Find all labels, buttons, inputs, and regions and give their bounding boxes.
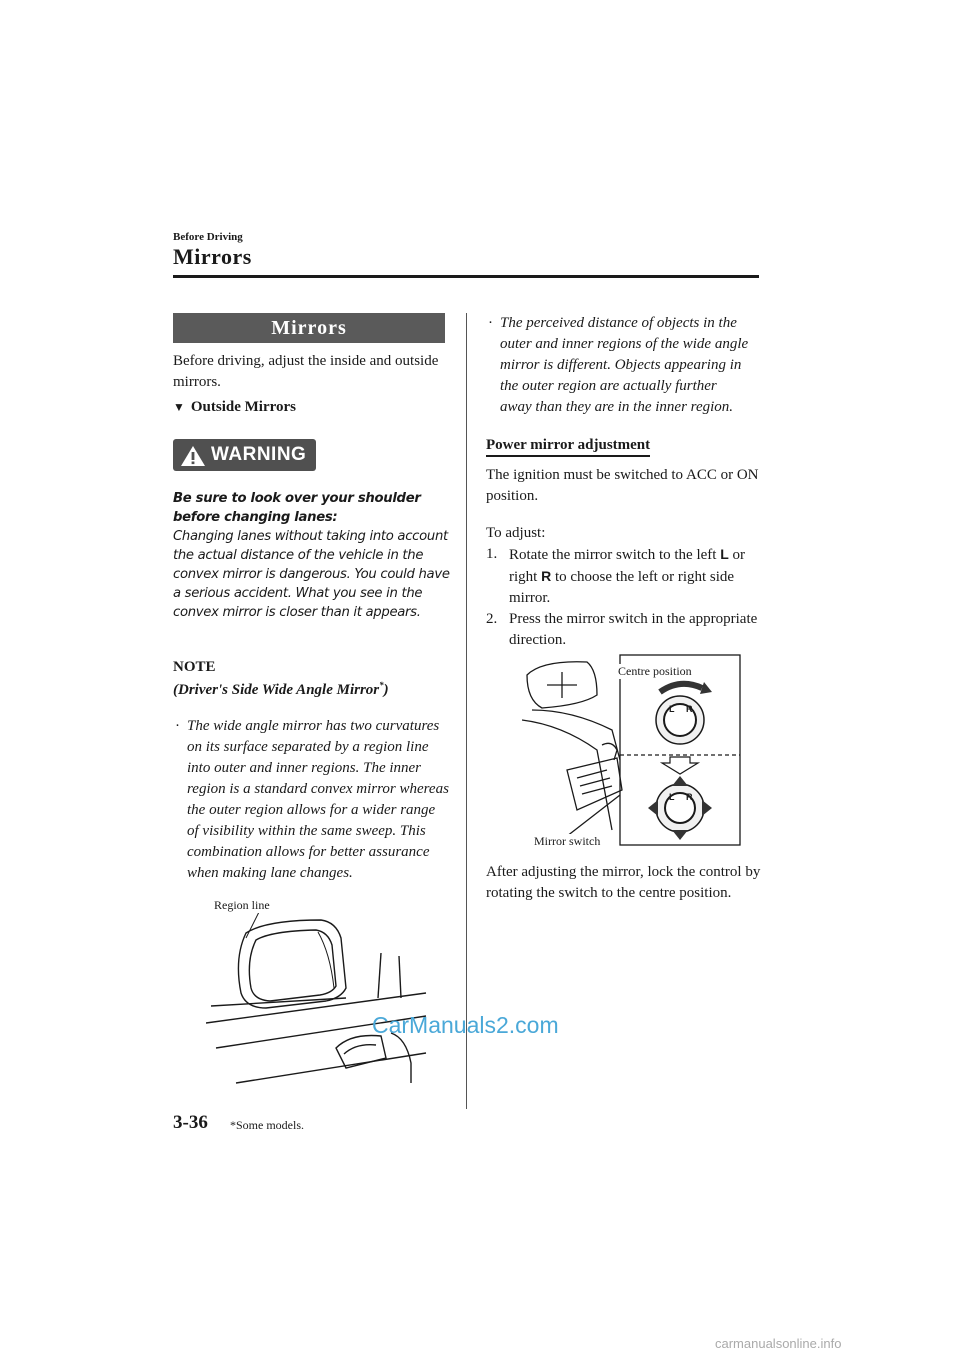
step-2-text: Press the mirror switch in the appropriate direction. [509,611,758,648]
right-R-icon: R [541,568,552,584]
section-banner: Mirrors [173,313,445,343]
step-number: 2. [486,611,498,627]
section-label: Before Driving [173,231,243,243]
note-bullet-1-text: The wide angle mirror has two curvatures on its surface separated by a region line into outer and inner regions. The inner region is a standard convex mirror whereas the outer region allows for a wider range of visibility within the same sweep. This combination allows for better assurance when making lane changes. [187,718,449,881]
outside-mirrors-heading [173,399,296,416]
note-subtitle-text: (Driver's Side Wide Angle Mirror [173,682,380,698]
title-rule [173,275,759,278]
watermark: CarManuals2.com [372,1012,559,1038]
note-subtitle-mark: * [379,680,384,690]
power-mirror-heading: Power mirror adjustment [486,437,650,457]
step-1-text-b: or right [509,547,746,585]
step-number: 1. [486,546,498,562]
after-adjusting-paragraph: After adjusting the mirror, lock the control by rotating the switch to the centre position. [486,864,761,901]
step-2 [486,609,766,651]
outside-mirrors-label: Outside Mirrors [190,399,297,415]
note-subtitle-end: ) [383,682,389,698]
step-1-text-a: Rotate the mirror switch to the left [509,547,721,563]
mirror-switch-figure [522,650,742,850]
column-divider [466,313,467,1109]
step-1-text-c: to choose the left or right side mirror. [509,569,735,606]
side-mirror-figure [206,898,436,1088]
warning-text [173,489,451,622]
warning-bold-text: Be sure to look over your shoulder before changing lanes: [173,491,421,525]
bullet-dot: · [175,718,180,734]
region-line-caption: Region line [214,898,270,912]
ignition-paragraph: The ignition must be switched to ACC or ON position. [486,467,759,504]
warning-body-text: Changing lanes without taking into account the actual distance of the vehicle in the convex mirror is dangerous. You could have a serious accident. What you see in the convex mirror is closer than it appears. [173,529,450,620]
mirror-switch-caption: Mirror switch [534,834,601,848]
warning-triangle-icon [180,445,206,467]
triangle-down-icon: ▼ [173,400,185,414]
note-label: NOTE [173,659,216,675]
page-title: Mirrors [173,244,252,269]
centre-position-caption: Centre position [618,664,692,678]
left-L-icon: L [720,546,729,562]
side-mirror-illustration [206,898,436,1088]
note-bullet-2-text: The perceived distance of objects in the outer and inner regions of the wide angle mirror is different. Objects appearing in the outer region are actually further away than they are in the inner region. [500,315,749,415]
bullet-dot: · [488,315,493,331]
steps-list [486,544,766,651]
to-adjust-label: To adjust: [486,525,546,541]
warning-badge [173,439,316,471]
watermark-site: carmanualsonline.info [715,1336,842,1351]
step-1 [486,544,766,609]
svg-text:L: L [669,792,675,802]
mirror-switch-illustration [522,650,742,850]
svg-text:R: R [686,792,693,802]
warning-label: WARNING [211,444,307,465]
note-bullet-2 [488,313,750,418]
intro-paragraph: Before driving, adjust the inside and outside mirrors. [173,353,439,390]
footnote: *Some models. [230,1118,304,1132]
note-bullet-1 [175,716,449,884]
svg-text:L: L [669,704,675,714]
page-number: 3-36 [173,1112,208,1133]
note-subtitle [173,680,389,699]
svg-text:R: R [686,704,693,714]
